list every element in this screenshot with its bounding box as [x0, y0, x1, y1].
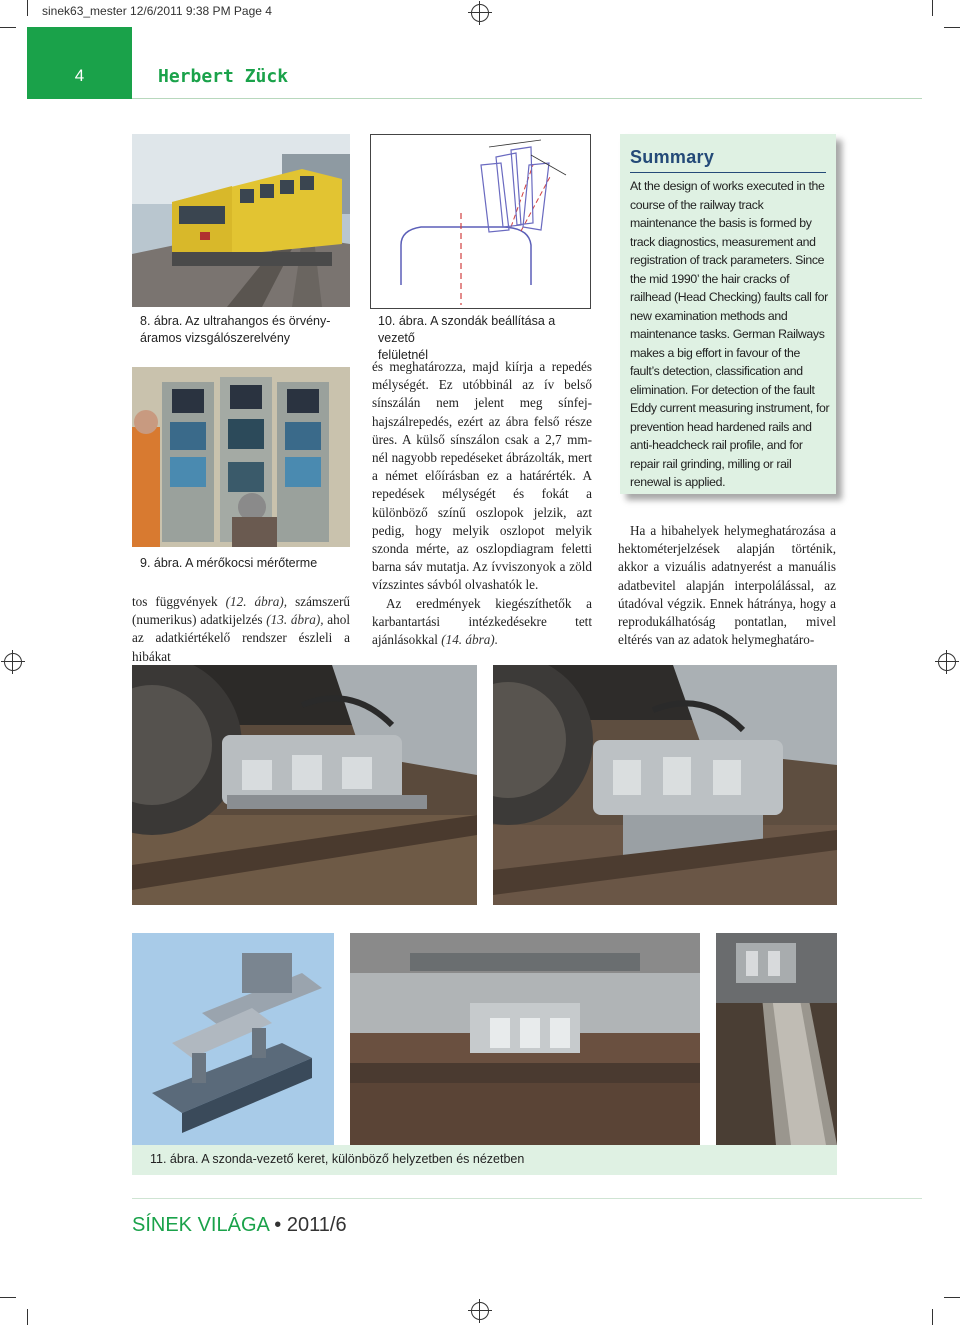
crop-mark: [0, 27, 16, 28]
header-rule: [132, 98, 922, 99]
fig11-rail-closeup-photo: [716, 933, 837, 1145]
summary-title: Summary: [630, 147, 715, 167]
crop-mark: [932, 1309, 933, 1325]
left-text-part: tos függvények: [132, 594, 226, 609]
summary-text: At the design of works executed in the course of the railway track maintenance the basis is formed by track diagnostics, measurement and registration of track parameters. Since the mid 1990’ the hair cracks of railhead (Head Checking) faults call for new examination methods and maintenance tasks. German Railways makes a big effort in favour of the fault’s detection, classification and elimination. For detection of the fault Eddy current measuring instrument, for prevention head hardened rails and anti-headcheck rail profile, and for repair rail grinding, milling or rail renewal is applied.: [630, 179, 830, 489]
crop-mark: [0, 1297, 16, 1298]
page-number-box: [27, 27, 132, 99]
footer-brand-vilaga: VILÁGA: [197, 1214, 269, 1236]
fig11-caption: 11. ábra. A szonda-vezető keret, különböző helyzetben és nézetben: [150, 1152, 525, 1166]
left-column-text: [132, 593, 350, 666]
figure-reference: (13. ábra),: [266, 612, 324, 628]
printer-slug: sinek63_mester 12/6/2011 9:38 PM Page 4: [42, 4, 272, 18]
fig11-probe-frame-photo-2: [493, 665, 837, 905]
left-text-part: ahol az adatkiértékelő rendszer észleli a hibákat: [132, 612, 350, 664]
crop-mark: [932, 0, 933, 16]
right-text-part: Ha a hibahelyek helymeghatározása a hektométerjelzések alapján történik, akkor a vizuális adatnyerést a manuális adatbevitel alapján interpolálással, az útadóval végzik. Ennek hátránya, hogy a reprodukálhatóság pontatlan, mivel eltérés van az adatok helymeghatáro-: [618, 523, 836, 648]
author-name: Herbert Zück: [158, 66, 289, 87]
footer-brand-sinek: SÍNEK: [132, 1214, 193, 1236]
middle-text-part: és meghatározza, majd kiírja a repedés mélységét. Ez utóbbinál az ív belső sínszálán nem jelent meg sínfej-hajszálrepedés, ezért az ábra felső része üres. A külső sínszálon csak a 2,7 mm-nél nagyobb repedéseket ábrázolták, mert a német előírásban ez a határérték. A repedések mélységét és fokát a különböző színű oszlopok jelzik, azt pedig, hogy melyik oszlopot melyik szonda mérte, az oszlopdiagram feletti barna sáv mutatja. Az ívviszonyok a zöld vízszintes sávból olvashatók le.: [372, 359, 592, 593]
figure-reference: (14. ábra).: [441, 632, 498, 648]
figure-reference: (12. ábra),: [225, 594, 288, 609]
fig10-probe-diagram: [370, 134, 591, 309]
fig8-train-photo: [132, 134, 350, 307]
footer-separator: •: [268, 1214, 287, 1236]
fig11-cad-render: [132, 933, 334, 1145]
fig11-probe-carriage-photo: [350, 933, 700, 1145]
middle-column-text: [372, 358, 592, 649]
right-column-text: [618, 522, 836, 649]
footer-brand: [132, 1214, 347, 1237]
crop-mark: [944, 27, 960, 28]
middle-text-part: Az eredmények kiegészíthetők a karbantartási intézkedésekre tett ajánlásokkal: [372, 595, 592, 648]
crop-mark: [944, 1297, 960, 1298]
fig8-caption: 8. ábra. Az ultrahangos és örvény- áramos vizsgálószerelvény: [140, 314, 331, 345]
footer-issue: 2011/6: [286, 1214, 347, 1236]
registration-mark-icon: [471, 4, 489, 22]
fig11-probe-frame-photo-1: [132, 665, 477, 905]
registration-mark-icon: [4, 653, 22, 671]
registration-mark-icon: [471, 1302, 489, 1320]
summary-rule: [630, 172, 826, 173]
page-number: 4: [74, 66, 85, 85]
fig9-measurement-room-photo: [132, 367, 350, 547]
fig10-caption: 10. ábra. A szondák beállítása a vezető felületnél: [378, 314, 556, 362]
crop-mark: [27, 1309, 28, 1325]
fig9-caption: 9. ábra. A mérőkocsi mérőterme: [140, 556, 318, 570]
crop-mark: [27, 0, 28, 16]
footer-rule: [132, 1198, 922, 1199]
registration-mark-icon: [938, 653, 956, 671]
left-text-part: számszerű (numerikus) adatkijelzés: [132, 594, 350, 628]
